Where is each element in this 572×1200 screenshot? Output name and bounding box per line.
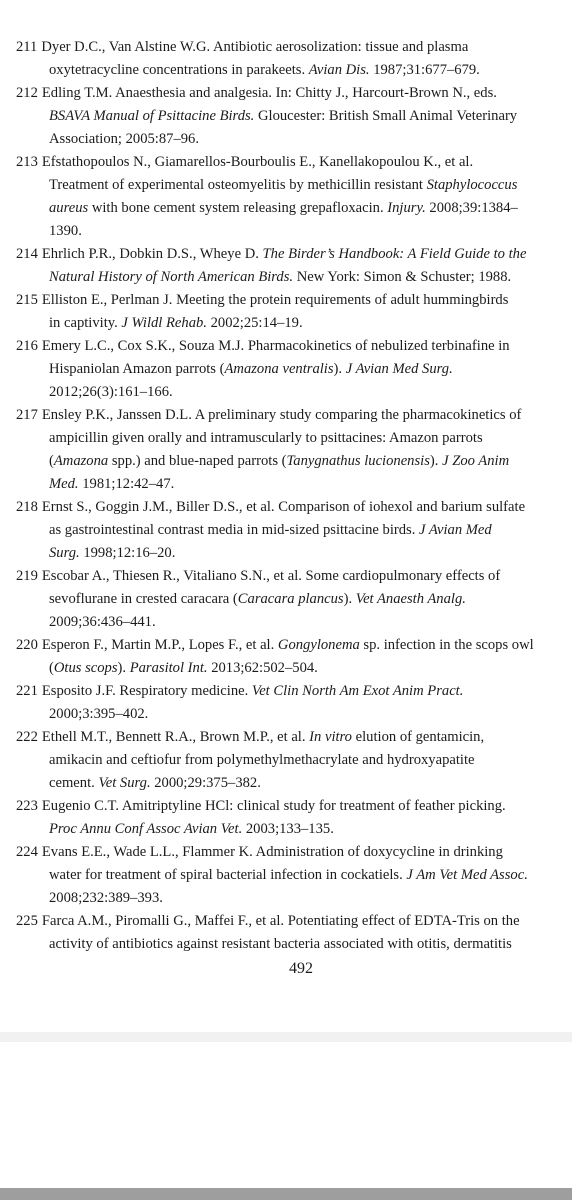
reference-number: 225 [16,913,38,929]
reference-italic-text: Natural History of North American Birds. [49,269,294,285]
reference-text: 1981;12:42–47. [78,476,175,492]
reference-text: New York: Simon & Schuster; 1988. [293,269,512,285]
reference-text: Emery L.C., Cox S.K., Souza M.J. Pharmacokinetics of nebulized terbinafine in [41,338,510,354]
reference-line [16,726,572,749]
reference-italic-text: J Zoo Anim [442,453,510,469]
reference-text: Ernst S., Goggin J.M., Biller D.S., et al. Comparison of iohexol and barium sulfate [41,499,526,515]
reference-italic-text: J Avian Med [419,522,492,538]
reference-line [16,864,572,887]
reference-number: 213 [16,154,38,170]
reference-line [16,312,572,335]
reference-text: ( [49,453,54,469]
reference-text: ). [333,361,346,377]
reference-line [16,266,572,289]
reference-line [16,749,572,772]
reference-text: Esposito J.F. Respiratory medicine. [41,683,252,699]
reference-text: 1998;12:16–20. [79,545,176,561]
reference-text: Association; 2005:87–96. [49,131,199,147]
reference-line [16,795,572,818]
reference-line [16,82,572,105]
reference-text: as gastrointestinal contrast media in mid-sized psittacine birds. [49,522,420,538]
reference-item [16,634,572,680]
reference-text: with bone cement system releasing grepafloxacin. [88,200,388,216]
reference-line [16,358,572,381]
reference-line [16,59,572,82]
reference-text: in captivity. [49,315,122,331]
blank-area [0,1042,572,1188]
reference-italic-text: Avian Dis. [308,62,370,78]
reference-text: Ehrlich P.R., Dobkin D.S., Wheye D. [41,246,263,262]
reference-italic-text: The Birder’s Handbook: A Field Guide to the [262,246,527,262]
reference-line [16,496,572,519]
reference-number: 217 [16,407,38,423]
reference-item [16,404,572,496]
reference-text: 2009;36:436–441. [49,614,156,630]
reference-text: Evans E.E., Wade L.L., Flammer K. Administration of doxycycline in drinking [41,844,503,860]
reference-italic-text: Med. [49,476,79,492]
reference-italic-text: Vet Clin North Am Exot Anim Pract. [251,683,464,699]
reference-text: oxytetracycline concentrations in parakeets. [49,62,309,78]
reference-italic-text: Surg. [49,545,80,561]
reference-text: Escobar A., Thiesen R., Vitaliano S.N., et al. Some cardiopulmonary effects of [41,568,501,584]
reference-number: 216 [16,338,38,354]
reference-item [16,289,572,335]
reference-text: 2003;133–135. [242,821,334,837]
reference-italic-text: Gongylonema [277,637,360,653]
reference-line [16,151,572,174]
reference-text: water for treatment of spiral bacterial infection in cockatiels. [49,867,407,883]
reference-item [16,565,572,634]
reference-text: sevoflurane in crested caracara ( [49,591,238,607]
reference-text: Esperon F., Martin M.P., Lopes F., et al. [41,637,278,653]
reference-item [16,335,572,404]
reference-line [16,381,572,404]
reference-number: 214 [16,246,38,262]
reference-line [16,404,572,427]
reference-item [16,910,572,956]
reference-item [16,243,572,289]
reference-item [16,841,572,910]
reference-line [16,680,572,703]
reference-item [16,151,572,243]
reference-number: 221 [16,683,38,699]
page-separator [0,1032,572,1042]
reference-number: 223 [16,798,38,814]
reference-line [16,542,572,565]
reference-text: spp.) and blue-naped parrots ( [108,453,287,469]
reference-italic-text: Vet Anaesth Analg. [355,591,466,607]
reference-line [16,657,572,680]
reference-line [16,588,572,611]
reference-line [16,105,572,128]
reference-line [16,289,572,312]
reference-line [16,703,572,726]
reference-item [16,726,572,795]
reference-text: 2000;3:395–402. [49,706,149,722]
reference-italic-text: Caracara plancus [237,591,344,607]
reference-text: Gloucester: British Small Animal Veterinary [254,108,518,124]
reference-line [16,335,572,358]
reference-text: 2002;25:14–19. [206,315,303,331]
reference-number: 224 [16,844,38,860]
reference-line [16,427,572,450]
reference-text: 2013;62:502–504. [207,660,318,676]
reference-italic-text: J Am Vet Med Assoc. [406,867,528,883]
reference-number: 220 [16,637,38,653]
reference-text: amikacin and ceftiofur from polymethylmethacrylate and hydroxyapatite [49,752,475,768]
reference-number: 212 [16,85,38,101]
reference-italic-text: Vet Surg. [98,775,151,791]
reference-line [16,634,572,657]
reference-line [16,243,572,266]
reference-text: 2012;26(3):161–166. [49,384,173,400]
reference-italic-text: Proc Annu Conf Assoc Avian Vet. [49,821,243,837]
reference-line [16,887,572,910]
reference-line [16,174,572,197]
reference-line [16,473,572,496]
reference-text: activity of antibiotics against resistant bacteria associated with otitis, dermatitis [49,936,512,952]
reference-text: 2008;232:389–393. [49,890,163,906]
reference-line [16,772,572,795]
reference-number: 215 [16,292,38,308]
reference-line [16,519,572,542]
reference-text: Ethell M.T., Bennett R.A., Brown M.P., et al. [41,729,310,745]
reference-text: Edling T.M. Anaesthesia and analgesia. In: Chitty J., Harcourt-Brown N., eds. [41,85,497,101]
reference-italic-text: Injury. [387,200,426,216]
reference-number: 211 [16,39,38,55]
reference-text: elution of gentamicin, [351,729,485,745]
reference-italic-text: Amazona ventralis [224,361,334,377]
reference-italic-text: Tanygnathus lucionensis [286,453,430,469]
reference-line [16,128,572,151]
reference-text: Eugenio C.T. Amitriptyline HCl: clinical study for treatment of feather picking. [41,798,506,814]
reference-italic-text: In vitro [309,729,352,745]
reference-italic-text: Amazona [53,453,109,469]
reference-text: 2008;39:1384– [425,200,518,216]
reference-line [16,818,572,841]
reference-text: cement. [49,775,99,791]
reference-text: ). [343,591,356,607]
reference-text: ). [117,660,130,676]
reference-italic-text: BSAVA Manual of Psittacine Birds. [49,108,255,124]
reference-item [16,496,572,565]
reference-item [16,82,572,151]
reference-item [16,795,572,841]
reference-italic-text: Otus scops [53,660,118,676]
reference-text: sp. infection in the scops owl [359,637,534,653]
reference-text: ( [49,660,54,676]
reference-text: 1390. [49,223,82,239]
reference-line [16,910,572,933]
reference-italic-text: Parasitol Int. [129,660,208,676]
reference-italic-text: J Avian Med Surg. [345,361,453,377]
page-number: 492 [289,960,313,977]
reference-italic-text: J Wildl Rehab. [121,315,207,331]
reference-number: 219 [16,568,38,584]
reference-italic-text: Staphylococcus [426,177,518,193]
reference-line [16,841,572,864]
reference-line [16,220,572,243]
reference-item [16,680,572,726]
reference-line [16,197,572,220]
reference-line [16,933,572,956]
reference-text: Elliston E., Perlman J. Meeting the protein requirements of adult hummingbirds [41,292,509,308]
reference-line [16,450,572,473]
reference-text: Treatment of experimental osteomyelitis by methicillin resistant [49,177,427,193]
reference-item [16,36,572,82]
reference-number: 218 [16,499,38,515]
reference-text: 2000;29:375–382. [150,775,261,791]
reference-line [16,36,572,59]
reference-number: 222 [16,729,38,745]
reference-list [16,36,572,956]
bottom-bar [0,1188,572,1200]
reference-text: 1987;31:677–679. [369,62,480,78]
reference-text: ampicillin given orally and intramuscularly to psittacines: Amazon parrots [49,430,483,446]
reference-line [16,565,572,588]
reference-text: Farca A.M., Piromalli G., Maffei F., et al. Potentiating effect of EDTA-Tris on the [41,913,520,929]
reference-text: Efstathopoulos N., Giamarellos-Bourboulis E., Kanellakopoulou K., et al. [41,154,474,170]
reference-text: ). [429,453,443,469]
reference-text: Ensley P.K., Janssen D.L. A preliminary study comparing the pharmacokinetics of [41,407,522,423]
reference-text: Hispaniolan Amazon parrots ( [49,361,225,377]
reference-line [16,611,572,634]
reference-italic-text: aureus [49,200,89,216]
reference-text: Dyer D.C., Van Alstine W.G. Antibiotic aerosolization: tissue and plasma [41,39,469,55]
